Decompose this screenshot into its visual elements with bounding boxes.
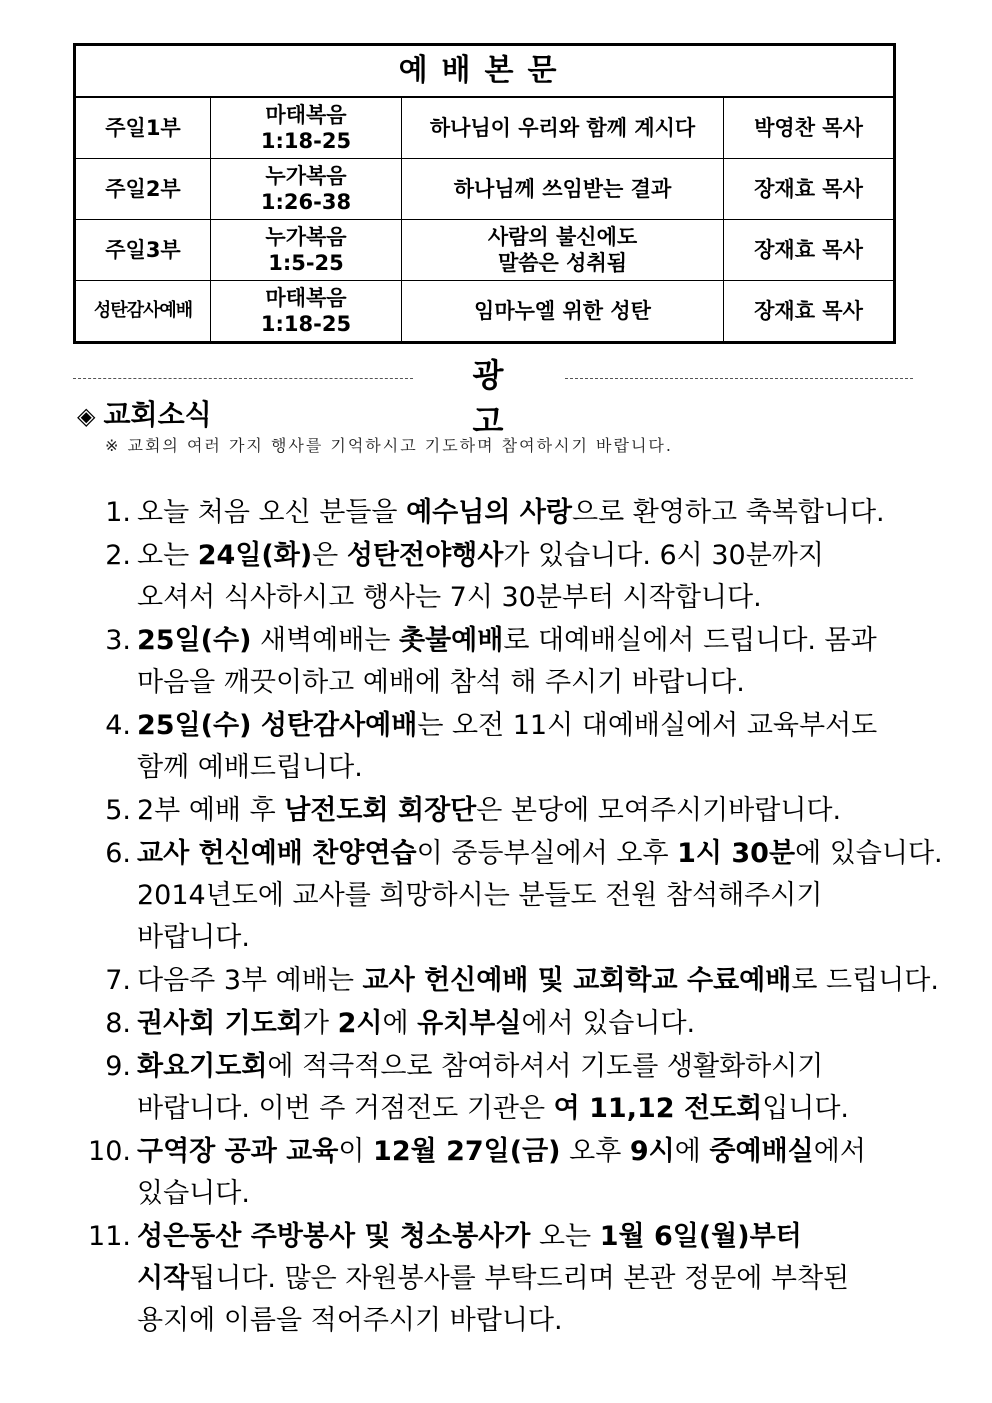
item-text-bold: 1월 6일(월)부터 bbox=[599, 1221, 802, 1252]
item-text: 가 있습니다. 6시 30분까지 bbox=[503, 540, 824, 571]
service-cell: 주일3부 bbox=[75, 220, 211, 281]
item-text: 로 드립니다. bbox=[791, 965, 939, 996]
item-text-bold: 남전도회 회장단 bbox=[284, 795, 477, 826]
item-number: 11. bbox=[88, 1221, 131, 1252]
item-text: 오는 bbox=[137, 540, 198, 571]
item-text: 오늘 처음 오신 분들을 bbox=[137, 497, 407, 528]
item-text-bold: 교사 헌신예배 및 교회학교 수료예배 bbox=[362, 965, 792, 996]
item-text-bold: 예수님의 사랑 bbox=[406, 497, 572, 528]
item-line bbox=[137, 1003, 923, 1045]
item-text: 에 bbox=[674, 1136, 710, 1167]
item-text-bold: 1시 30분 bbox=[677, 838, 796, 869]
announcement-list bbox=[73, 492, 943, 1343]
sermon-row bbox=[75, 97, 895, 159]
item-text-bold: 교사 헌신예배 찬양연습 bbox=[137, 838, 417, 869]
item-line bbox=[137, 1216, 923, 1258]
item-number: 1. bbox=[105, 497, 131, 528]
announcement-item bbox=[73, 535, 923, 619]
announcement-item bbox=[73, 960, 939, 1002]
item-line bbox=[137, 1173, 923, 1215]
preacher-cell: 장재효 목사 bbox=[724, 159, 895, 220]
sermon-title-cell: 하나님께 쓰임받는 결과 bbox=[402, 159, 724, 220]
item-number: 6. bbox=[105, 838, 131, 869]
announcement-item bbox=[73, 492, 923, 534]
item-text-bold: 권사회 기도회 bbox=[137, 1008, 303, 1039]
item-text: 2부 예배 후 bbox=[137, 795, 285, 826]
item-text: 용지에 이름을 적어주시기 바랍니다. bbox=[137, 1305, 563, 1336]
item-text: 에 적극적으로 참여하셔서 기도를 생활화하시기 bbox=[267, 1051, 824, 1082]
item-text: 새벽예배는 bbox=[251, 625, 399, 656]
sermon-title-cell: 하나님이 우리와 함께 계시다 bbox=[402, 97, 724, 159]
service-cell: 주일2부 bbox=[75, 159, 211, 220]
item-text-bold: 25일(수) 성탄감사예배 bbox=[137, 710, 418, 741]
sermon-table bbox=[73, 43, 896, 344]
section-note: ※ 교회의 여러 가지 행사를 기억하시고 기도하며 참여하시기 바랍니다. bbox=[105, 436, 673, 455]
item-text: 됩니다. 많은 자원봉사를 부탁드리며 본관 정문에 부착된 bbox=[189, 1263, 850, 1294]
item-line bbox=[137, 833, 943, 875]
item-line bbox=[137, 662, 923, 704]
item-text: 가 bbox=[302, 1008, 338, 1039]
item-number: 5. bbox=[105, 795, 131, 826]
item-text-bold: 화요기도회 bbox=[137, 1051, 268, 1082]
item-text-bold: 24일(화) bbox=[197, 540, 313, 571]
sermon-title-cell: 사람의 불신에도 말씀은 성취됨 bbox=[402, 220, 724, 281]
item-line bbox=[137, 705, 923, 747]
item-text: 오는 bbox=[530, 1221, 600, 1252]
item-line bbox=[137, 1258, 923, 1300]
announcement-item bbox=[73, 1003, 923, 1045]
item-line bbox=[137, 577, 923, 619]
divider-left bbox=[73, 378, 413, 379]
item-text: 로 대예배실에서 드립니다. 몸과 bbox=[503, 625, 877, 656]
item-text: 이 bbox=[338, 1136, 374, 1167]
item-text-bold: 중예배실 bbox=[709, 1136, 814, 1167]
item-line bbox=[137, 917, 923, 959]
item-text-bold: 시작 bbox=[137, 1263, 190, 1294]
preacher-cell: 장재효 목사 bbox=[724, 220, 895, 281]
sermon-title-cell: 임마누엘 위한 성탄 bbox=[402, 281, 724, 343]
item-text: 바랍니다. 이번 주 거점전도 기관은 bbox=[137, 1093, 554, 1124]
item-text: 이 중등부실에서 오후 bbox=[416, 838, 678, 869]
divider-right bbox=[565, 378, 913, 379]
item-text: 오셔서 식사하시고 행사는 7시 30분부터 시작합니다. bbox=[137, 582, 762, 613]
announcement-item bbox=[73, 833, 943, 959]
sermon-row bbox=[75, 159, 895, 220]
item-text: 오후 bbox=[560, 1136, 630, 1167]
item-text: 에 bbox=[382, 1008, 418, 1039]
item-text: 2014년도에 교사를 희망하시는 분들도 전원 참석해주시기 bbox=[137, 880, 823, 911]
announcement-item bbox=[73, 620, 923, 704]
item-line bbox=[137, 535, 923, 577]
announcement-item bbox=[73, 1131, 923, 1215]
item-text: 바랍니다. bbox=[137, 922, 250, 953]
announcement-item bbox=[73, 705, 923, 789]
item-text: 에서 bbox=[813, 1136, 866, 1167]
item-text-bold: 25일(수) bbox=[137, 625, 252, 656]
diamond-icon: ◈ bbox=[77, 402, 96, 430]
sermon-row bbox=[75, 220, 895, 281]
item-text-bold: 구역장 공과 교육 bbox=[137, 1136, 339, 1167]
item-line bbox=[137, 747, 923, 789]
item-number: 8. bbox=[105, 1008, 131, 1039]
announcement-item bbox=[73, 790, 923, 832]
service-cell: 주일1부 bbox=[75, 97, 211, 159]
item-text-bold: 성은동산 주방봉사 및 청소봉사가 bbox=[137, 1221, 531, 1252]
section-title: 교회소식 bbox=[103, 398, 212, 431]
preacher-cell: 박영찬 목사 bbox=[724, 97, 895, 159]
item-text: 함께 예배드립니다. bbox=[137, 752, 363, 783]
item-line bbox=[137, 1300, 923, 1342]
item-number: 10. bbox=[88, 1136, 131, 1167]
item-text: 마음을 깨끗이하고 예배에 참석 해 주시기 바랍니다. bbox=[137, 667, 745, 698]
announcements-title: 광고 bbox=[472, 356, 534, 440]
item-line bbox=[137, 1088, 923, 1130]
item-text-bold: 촛불예배 bbox=[399, 625, 504, 656]
item-text: 는 오전 11시 대예배실에서 교육부서도 bbox=[417, 710, 878, 741]
item-text: 있습니다. bbox=[137, 1178, 250, 1209]
item-line bbox=[137, 620, 923, 662]
scripture-cell: 마태복음 1:18-25 bbox=[211, 281, 402, 343]
item-line bbox=[137, 875, 923, 917]
sermon-table-title: 예배본문 bbox=[75, 45, 895, 98]
scripture-cell: 마태복음 1:18-25 bbox=[211, 97, 402, 159]
item-text-bold: 12월 27일(금) bbox=[373, 1136, 561, 1167]
section-heading bbox=[77, 393, 212, 433]
item-line bbox=[137, 790, 923, 832]
item-text: 입니다. bbox=[762, 1093, 850, 1124]
item-line bbox=[137, 1046, 923, 1088]
item-text-bold: 유치부실 bbox=[417, 1008, 522, 1039]
item-text: 은 bbox=[312, 540, 347, 571]
item-text: 으로 환영하고 축복합니다. bbox=[571, 497, 885, 528]
item-text-bold: 2시 bbox=[337, 1008, 383, 1039]
item-number: 7. bbox=[105, 965, 131, 996]
item-number: 2. bbox=[105, 540, 131, 571]
announcement-item bbox=[73, 1216, 923, 1342]
item-number: 4. bbox=[105, 710, 131, 741]
item-text: 에서 있습니다. bbox=[521, 1008, 696, 1039]
item-line bbox=[137, 492, 923, 534]
item-text-bold: 여 11,12 전도회 bbox=[553, 1093, 763, 1124]
scripture-cell: 누가복음 1:26-38 bbox=[211, 159, 402, 220]
announcement-item bbox=[73, 1046, 923, 1130]
preacher-cell: 장재효 목사 bbox=[724, 281, 895, 343]
service-cell: 성탄감사예배 bbox=[75, 281, 211, 343]
item-text: 에 있습니다. bbox=[795, 838, 943, 869]
item-line bbox=[137, 960, 939, 1002]
sermon-row bbox=[75, 281, 895, 343]
item-text-bold: 성탄전야행사 bbox=[346, 540, 504, 571]
item-text: 다음주 3부 예배는 bbox=[137, 965, 363, 996]
item-text: 은 본당에 모여주시기바랍니다. bbox=[476, 795, 842, 826]
item-line bbox=[137, 1131, 923, 1173]
scripture-cell: 누가복음 1:5-25 bbox=[211, 220, 402, 281]
item-number: 3. bbox=[105, 625, 131, 656]
item-number: 9. bbox=[105, 1051, 131, 1082]
item-text-bold: 9시 bbox=[629, 1136, 675, 1167]
